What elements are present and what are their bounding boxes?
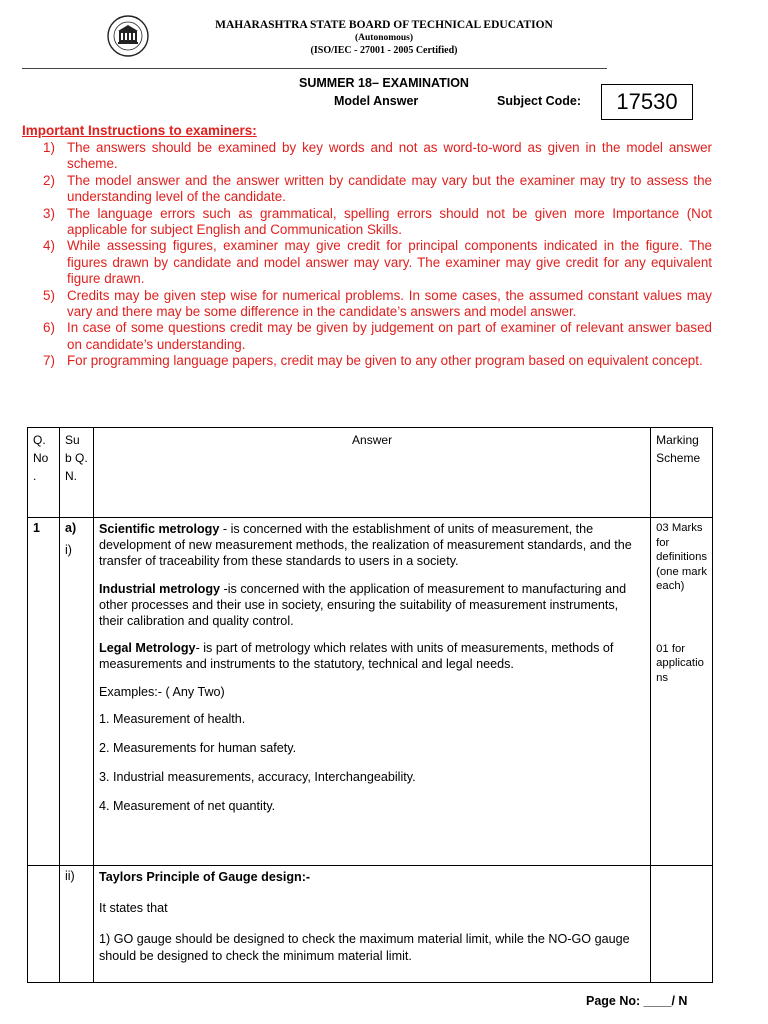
header-sub-q: Su b Q. N. (60, 428, 94, 518)
instructions-list (22, 140, 712, 370)
sub-question: a) i) (60, 518, 94, 866)
board-name: MAHARASHTRA STATE BOARD OF TECHNICAL EDUCATION (215, 19, 553, 31)
marking-cell (651, 518, 713, 866)
header-answer: Answer (94, 428, 651, 518)
marking-cell-empty (651, 866, 713, 983)
iso-certified-label: (ISO/IEC - 27001 - 2005 Certified) (310, 45, 458, 56)
header-q-no: Q. No . (28, 428, 60, 518)
exam-title: SUMMER 18– EXAMINATION (299, 76, 469, 90)
header-marking-scheme: Marking Scheme (651, 428, 713, 518)
instruction-item: 4) While assessing figures, examiner may give credit for principal components indicated in the figure. The figures drawn by candidate and model answer may vary. The examiner may give credit for any equivalent figure drawn. (43, 238, 712, 287)
subject-code-box: 17530 (601, 84, 693, 120)
list-item: 3. Industrial measurements, accuracy, Interchangeability. (99, 770, 416, 785)
subject-code-label: Subject Code: (497, 94, 582, 108)
scientific-metrology: Scientific metrology - is concerned with the establishment of units of measurement, the development of new measurement methods, the realization of measurement standards, and the transfer of traceability from these standards to users in a society. (99, 522, 632, 569)
instruction-item: 3) The language errors such as grammatical, spelling errors should not be given more Importance (Not applicable for subject English and Communication Skills. (43, 205, 712, 238)
q-number: 1 (28, 518, 60, 866)
table-row (28, 518, 713, 866)
answer-table (27, 427, 713, 983)
header-divider (22, 68, 607, 69)
industrial-metrology: Industrial metrology -is concerned with the application of measurement to manufacturing and other processes and their use in society, ensuring the suitability of measurement instruments, their calibration and quality control. (99, 581, 627, 629)
instruction-item: 5) Credits may be given step wise for numerical problems. In some cases, the assumed constant values may vary and there may be some difference in the candidate’s answers and model answer. (43, 287, 712, 320)
marks-applications: 01 for applicatio ns (656, 642, 704, 684)
instruction-item: 7) For programming language papers, credit may be given to any other program based on equivalent concept. (43, 353, 703, 369)
taylors-principle-heading: Taylors Principle of Gauge design:- (99, 870, 311, 884)
table-row (28, 866, 713, 983)
model-answer-label: Model Answer (334, 94, 419, 108)
list-item: 2. Measurements for human safety. (99, 741, 297, 756)
instruction-item: 1) The answers should be examined by key words and not as word-to-word as given in the model answer scheme. (43, 140, 712, 172)
list-item: 1. Measurement of health. (99, 711, 246, 726)
instruction-item: 6) In case of some questions credit may be given by judgement on part of examiner of relevant answer based on candidate’s understanding. (43, 320, 712, 352)
q-number-empty (28, 866, 60, 983)
instruction-item: 2) The model answer and the answer written by candidate may vary but the examiner may try to assess the understanding level of the candidate. (43, 172, 712, 205)
table-header-row (28, 428, 713, 518)
taylors-point-1: 1) GO gauge should be designed to check the maximum material limit, while the NO-GO gauge should be designed to check the minimum material limit. (99, 932, 630, 963)
instructions-heading: Important Instructions to examiners: (22, 123, 257, 138)
examples-heading: Examples:- ( Any Two) (99, 684, 225, 699)
legal-metrology: Legal Metrology- is part of metrology which relates with units of measurements, methods of measurements and instruments to the statutory, technical and legal needs. (99, 641, 614, 672)
autonomous-label: (Autonomous) (354, 33, 414, 43)
answer-cell (94, 866, 651, 983)
answer-cell (94, 518, 651, 866)
page-number: Page No: ____/ N (586, 994, 688, 1008)
list-item: 4. Measurement of net quantity. (99, 799, 276, 814)
marks-definitions: 03 Marks for definitions (one mark each) (656, 522, 707, 592)
sub-question: ii) (60, 866, 94, 983)
taylors-intro: It states that (99, 901, 168, 916)
